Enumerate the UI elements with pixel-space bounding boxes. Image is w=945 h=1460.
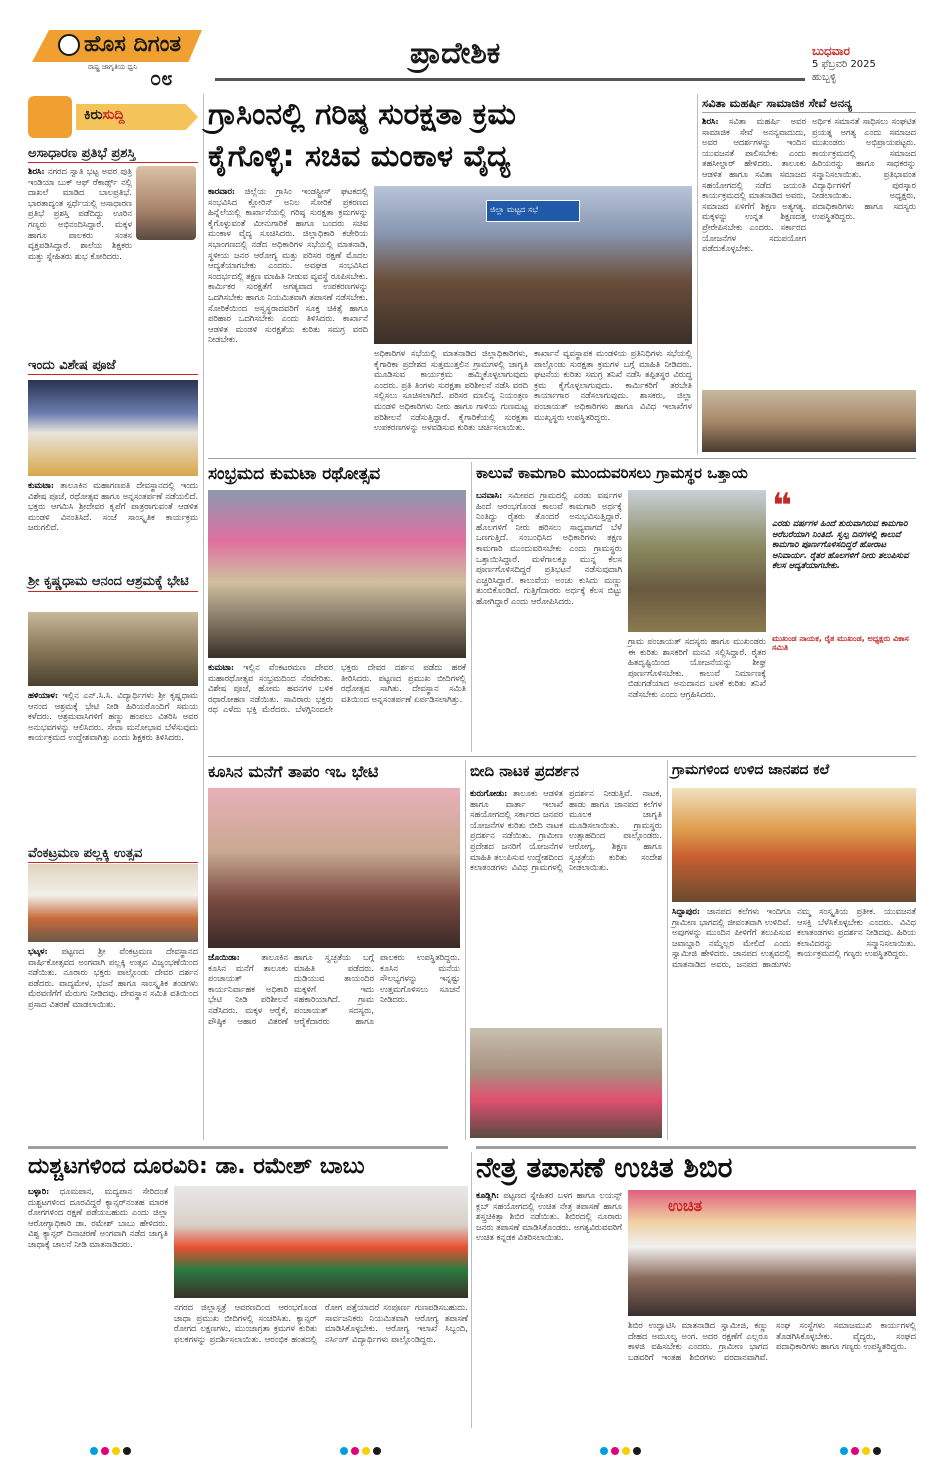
ramesh-dateline: ಬಳ್ಳಾರಿ:	[28, 1186, 50, 1196]
brief-photo-temple	[28, 380, 198, 476]
logo-emblem-icon	[58, 34, 80, 56]
brief-text: ಇಲ್ಲಿನ ಎನ್.ಸಿ.ಸಿ. ವಿದ್ಯಾರ್ಥಿಗಳು ಶ್ರೀ ಕೃಷ್ಣಧಾಮ ಆನಂದ ಆಶ್ರಮಕ್ಕೆ ಭೇಟಿ ನೀಡಿ ಹಿರಿಯರೊಂದಿಗೆ ಸಮಯ ಕಳೆದರು. ಆಶ್ರಮವಾಸಿಗಳಿಗೆ ಹಣ್ಣು ಹಂಪಲು ವಿತರಿಸಿ ಅವರ ಅನುಭವಗಳನ್ನು ಆಲಿಸಿದರು. ಸೇವಾ ಮನೋಭಾವ ಬೆಳೆಸುವುದು ಕಾರ್ಯಕ್ರಮದ ಉದ್ದೇಶವಾಗಿತ್ತು ಎಂದು ಶಿಕ್ಷಕರು ತಿಳಿಸಿದರು.	[28, 690, 198, 743]
masthead-date: 5 ಫೆಬ್ರವರಿ 2025	[812, 59, 876, 70]
savitha-text-2: ಅರ್ಥಿಕ ಸಮಾನತೆ ಸಾಧಿಸಲು ಸಂಘಟಿತ ಪ್ರಯತ್ನ ಅಗತ್ಯ ಎಂದು ಸಮಾಜದ ಮುಖಂಡರು ಅಭಿಪ್ರಾಯಪಟ್ಟರು. ಕಾರ್ಯಕ್ರಮದಲ್ಲಿ ಸಮಾಜದ ಹಿರಿಯರನ್ನು ಹಾಗೂ ಸಾಧಕರನ್ನು ಸನ್ಮಾನಿಸಲಾಯಿತು. ಪ್ರತಿಭಾವಂತ ವಿದ್ಯಾರ್ಥಿಗಳಿಗೆ ಪುರಸ್ಕಾರ ನೀಡಲಾಯಿತು. ಅಧ್ಯಕ್ಷರು, ಪದಾಧಿಕಾರಿಗಳು ಹಾಗೂ ಸದಸ್ಯರು ಉಪಸ್ಥಿತರಿದ್ದರು.	[812, 116, 916, 222]
color-register-left	[90, 1440, 134, 1459]
janapada-story	[672, 760, 916, 1140]
masthead	[0, 0, 945, 92]
lead-body-col-1	[208, 186, 368, 450]
hand-pointer-icon	[28, 96, 72, 138]
brief-text: ಪಟ್ಟಣದ ಶ್ರೀ ವೆಂಕಟ್ರಮಣ ದೇವಸ್ಥಾನದ ವಾರ್ಷಿಕೋತ್ಸವದ ಅಂಗವಾಗಿ ಪಲ್ಲಕ್ಕಿ ಉತ್ಸವ ವಿಜೃಂಭಣೆಯಿಂದ ನಡೆಯಿತು. ನೂರಾರು ಭಕ್ತರು ಪಾಲ್ಗೊಂಡು ದೇವರ ದರ್ಶನ ಪಡೆದರು. ವಾದ್ಯಮೇಳ, ಭಜನೆ ಹಾಗೂ ಸಾಂಸ್ಕೃತಿಕ ತಂಡಗಳು ಮೆರವಣಿಗೆಗೆ ಮೆರುಗು ನೀಡಿದವು. ದೇವಸ್ಥಾನ ಸಮಿತಿ ವತಿಯಿಂದ ಪ್ರಸಾದ ವಿತರಣೆ ಮಾಡಲಾಯಿತು.	[28, 946, 198, 1009]
sidebar-briefs	[28, 94, 198, 1140]
beedi-headline: ಬೀದಿ ನಾಟಕ ಪ್ರದರ್ಶನ	[470, 762, 580, 780]
kaluve-text-2: ಗ್ರಾಮ ಪಂಚಾಯತ್ ಸದಸ್ಯರು ಹಾಗೂ ಮುಖಂಡರು ಈ ಕುರಿತು ಶಾಸಕರಿಗೆ ಮನವಿ ಸಲ್ಲಿಸಿದ್ದಾರೆ. ರೈತರ ಹಿತದೃಷ್ಟಿಯಿಂದ ಯೋಜನೆಯನ್ನು ಶೀಘ್ರ ಪೂರ್ಣಗೊಳಿಸಬೇಕು. ಕಾಲುವೆ ನಿರ್ಮಾಣಕ್ಕೆ ಬಿಡುಗಡೆಯಾದ ಅನುದಾನದ ಬಳಕೆ ಕುರಿತು ತನಿಖೆ ನಡೆಸಬೇಕು ಎಂದು ಆಗ್ರಹಿಸಿದರು.	[628, 636, 766, 699]
section-underline	[215, 78, 805, 81]
masthead-logo-block	[32, 30, 202, 88]
lead-photo-meeting	[374, 186, 692, 344]
kusina-story	[208, 760, 460, 1140]
brief-body	[28, 690, 198, 830]
ramesh-photo-rally	[174, 1186, 468, 1298]
section-title: ಪ್ರಾದೇಶಿಕ	[410, 36, 501, 71]
kusina-headline: ಕೂಸಿನ ಮನೆಗೆ ತಾಪಂ ಇಒ ಭೇಟಿ	[208, 762, 379, 781]
ratha-body	[208, 662, 466, 750]
brief-dateline: ಹಳಿಯಾಳ:	[28, 690, 58, 700]
ramesh-headline: ದುಶ್ಚಟಗಳಿಂದ ದೂರವಿರಿ: ಡಾ. ರಮೇಶ್ ಬಾಬು	[28, 1154, 365, 1179]
kaluve-photo-canal	[628, 490, 766, 632]
netra-photo-camp	[628, 1190, 916, 1316]
brief-headline: ಇಂದು ವಿಶೇಷ ಪೂಜೆ	[28, 358, 198, 375]
brief-dateline: ಶಿರಸಿ:	[28, 166, 45, 176]
masthead-logo-tagline: ರಾಷ್ಟ್ರ ಜಾಗೃತಿಯ ಧ್ವನಿ	[88, 63, 138, 71]
brief-photo-girl	[136, 166, 196, 240]
kaluve-body-col-1	[476, 490, 622, 750]
section-rule	[208, 458, 916, 459]
janapada-headline: ಗ್ರಾಮಗಳಿಂದ ಉಳಿದ ಜಾನಪದ ಕಲೆ	[672, 762, 830, 778]
ramesh-body-col-2	[174, 1302, 468, 1428]
ratha-dateline: ಕುಮಟಾ:	[208, 662, 234, 672]
netra-story	[476, 1152, 916, 1428]
janapada-dateline: ಸಿದ್ದಾಪುರ:	[672, 906, 700, 916]
brief-dateline: ಭಟ್ಕಳ:	[28, 946, 48, 956]
bottom-rule-left	[28, 1146, 448, 1149]
lead-body-col-3	[534, 348, 692, 450]
sidebar-title-bar	[28, 94, 198, 140]
sidebar-title-a: ಕಿರು	[84, 107, 103, 123]
kusina-body	[208, 952, 460, 1138]
lead-story	[208, 94, 692, 454]
ratha-headline: ಸಂಭ್ರಮದ ಕುಮಟಾ ರಥೋತ್ಸವ	[208, 464, 381, 484]
netra-dateline: ಕೂಡ್ಲಿಗಿ:	[476, 1190, 500, 1200]
column-divider	[465, 760, 466, 1140]
meeting-banner-text: ಜಿಲ್ಲಾ ಮಟ್ಟದ ಸಭೆ	[490, 205, 539, 214]
quote-text: ಎರಡು ವರ್ಷಗಳ ಹಿಂದೆ ಶುರುವಾಗಿರುವ ಕಾಮಗಾರಿ ಅರೆಬರೆಯಾಗಿ ನಿಂತಿದೆ. ಸ್ವಲ್ಪ ದಿನಗಳಲ್ಲಿ ಕಾಲುವೆ ಕಾಮಗಾರಿ ಪೂರ್ಣಗೊಳಿಸದಿದ್ದರೆ ಹೋರಾಟ ಅನಿವಾರ್ಯ. ರೈತರ ಹೊಲಗಳಿಗೆ ನೀರು ತಲುಪಿಸುವ ಕೆಲಸ ಆದ್ಯತೆಯಾಗಬೇಕು.	[772, 518, 909, 571]
brief-headline: ಅಸಾಧಾರಣ ಪ್ರತಿಭೆ ಪ್ರಶಸ್ತಿ	[28, 146, 198, 163]
beedi-body	[470, 788, 662, 1024]
quote-author: ಮುಖಂಡ ನಾಯಕ, ರೈತ ಮುಖಂಡ, ಅಧ್ಯಕ್ಷರು ವಿಕಾಸ ಸಮಿತಿ	[772, 634, 909, 652]
kaluve-headline: ಕಾಲುವೆ ಕಾಮಗಾರಿ ಮುಂದುವರಿಸಲು ಗ್ರಾಮಸ್ಥರ ಒತ್ತಾಯ	[476, 464, 748, 482]
ramesh-text-1: ಧೂಮಪಾನ, ಮದ್ಯಪಾನ ಸೇರಿದಂತೆ ದುಶ್ಚಟಗಳಿಂದ ದೂರವಿದ್ದರೆ ಕ್ಯಾನ್ಸರ್‌ನಂತಹ ಮಾರಕ ರೋಗಗಳಿಂದ ರಕ್ಷಣೆ ಪಡೆಯಬಹುದು ಎಂದು ಜಿಲ್ಲಾ ಆರೋಗ್ಯಾಧಿಕಾರಿ ಡಾ. ರಮೇಶ್ ಬಾಬು ಹೇಳಿದರು. ವಿಶ್ವ ಕ್ಯಾನ್ಸರ್ ದಿನಾಚರಣೆ ಅಂಗವಾಗಿ ನಡೆದ ಜಾಗೃತಿ ಜಾಥಾಕ್ಕೆ ಚಾಲನೆ ನೀಡಿ ಮಾತನಾಡಿದರು.	[28, 1186, 168, 1249]
lead-text-1: ಜಿಲ್ಲೆಯ ಗ್ರಾಸಿಂ ಇಂಡಸ್ಟ್ರೀಸ್ ಘಟಕದಲ್ಲಿ ಸಂಭವಿಸಿದ ಕ್ಲೋರಿನ್ ಅನಿಲ ಸೋರಿಕೆ ಪ್ರಕರಣದ ಹಿನ್ನೆಲೆಯಲ್ಲಿ ಕಾರ್ಖಾನೆಯಲ್ಲಿ ಗರಿಷ್ಠ ಸುರಕ್ಷತಾ ಕ್ರಮಗಳನ್ನು ಕೈಗೊಳ್ಳುವಂತೆ ಮೀನುಗಾರಿಕೆ ಹಾಗೂ ಬಂದರು ಸಚಿವ ಮಂಕಾಳ ವೈದ್ಯ ಸೂಚಿಸಿದರು. ಜಿಲ್ಲಾಧಿಕಾರಿ ಕಚೇರಿಯ ಸಭಾಂಗಣದಲ್ಲಿ ನಡೆದ ಅಧಿಕಾರಿಗಳ ಸಭೆಯಲ್ಲಿ ಮಾತನಾಡಿ, ಸ್ಥಳೀಯ ಜನರ ಆರೋಗ್ಯ ಮತ್ತು ಪರಿಸರ ರಕ್ಷಣೆ ಮೊದಲ ಆದ್ಯತೆಯಾಗಬೇಕು ಎಂದರು. ಅವಘಡ ಸಂಭವಿಸಿದ ಸಂದರ್ಭದಲ್ಲಿ ತಕ್ಷಣ ಮಾಹಿತಿ ನೀಡುವ ವ್ಯವಸ್ಥೆ ರೂಪಿಸಬೇಕು. ಕಾರ್ಮಿಕರ ಸುರಕ್ಷತೆಗೆ ಅಗತ್ಯವಾದ ಉಪಕರಣಗಳನ್ನು ಒದಗಿಸಬೇಕು ಹಾಗೂ ನಿಯಮಿತವಾಗಿ ತಪಾಸಣೆ ನಡೆಸಬೇಕು. ಸೋರಿಕೆಯಿಂದ ಅಸ್ವಸ್ಥರಾದವರಿಗೆ ಸೂಕ್ತ ಚಿಕಿತ್ಸೆ ಹಾಗೂ ಪರಿಹಾರ ಒದಗಿಸಬೇಕು ಎಂದು ತಿಳಿಸಿದರು. ಕಾರ್ಖಾನೆ ಆಡಳಿತ ಮಂಡಳಿ ಸುರಕ್ಷತೆಯ ಕುರಿತು ಸಮಗ್ರ ವರದಿ ನೀಡಬೇಕು.	[208, 186, 368, 345]
column-divider	[471, 1152, 472, 1428]
netra-body-col-2	[628, 1320, 916, 1428]
column-divider	[697, 94, 698, 454]
savitha-photo-felicitation	[702, 390, 916, 452]
lead-text-3: ಕಾರ್ಖಾನೆ ವ್ಯವಸ್ಥಾಪಕ ಮಂಡಳಿಯ ಪ್ರತಿನಿಧಿಗಳು ಸಭೆಯಲ್ಲಿ ಪಾಲ್ಗೊಂಡು ಸುರಕ್ಷತಾ ಕ್ರಮಗಳ ಬಗ್ಗೆ ಮಾಹಿತಿ ನೀಡಿದರು. ಘಟನೆಯ ಕುರಿತು ಸಮಗ್ರ ತನಿಖೆ ನಡೆಸಿ ತಪ್ಪಿತಸ್ಥರ ವಿರುದ್ಧ ಕ್ರಮ ಕೈಗೊಳ್ಳಲಾಗುವುದು. ಕಾರ್ಮಿಕರಿಗೆ ತರಬೇತಿ ಕಾರ್ಯಾಗಾರ ನಡೆಸಲಾಗುವುದು. ಶಾಸಕರು, ಜಿಲ್ಲಾ ಪಂಚಾಯತ್ ಅಧಿಕಾರಿಗಳು ಹಾಗೂ ವಿವಿಧ ಇಲಾಖೆಗಳ ಮುಖ್ಯಸ್ಥರು ಉಪಸ್ಥಿತರಿದ್ದರು.	[534, 348, 692, 422]
savitha-dateline: ಶಿರಸಿ:	[702, 116, 719, 126]
netra-headline: ನೇತ್ರ ತಪಾಸಣೆ ಉಚಿತ ಶಿಬಿರ	[476, 1151, 733, 1184]
brief-text: ತಾಲೂಕಿನ ಮಹಾಗಣಪತಿ ದೇವಸ್ಥಾನದಲ್ಲಿ ಇಂದು ವಿಶೇಷ ಪೂಜೆ, ರಥೋತ್ಸವ ಹಾಗೂ ಅನ್ನಸಂತರ್ಪಣೆ ನಡೆಯಲಿದೆ. ಭಕ್ತರು ಆಗಮಿಸಿ ಶ್ರೀದೇವರ ಕೃಪೆಗೆ ಪಾತ್ರರಾಗುವಂತೆ ಆಡಳಿತ ಮಂಡಳಿ ವಿನಂತಿಸಿದೆ. ಸಂಜೆ ಸಾಂಸ್ಕೃತಿಕ ಕಾರ್ಯಕ್ರಮ ಜರುಗಲಿದೆ.	[28, 480, 198, 533]
lead-headline-line-1: ಗ್ರಾಸಿಂನಲ್ಲಿ ಗರಿಷ್ಠ ಸುರಕ್ಷತಾ ಕ್ರಮ	[208, 97, 516, 132]
camp-banner-text: ಉಚಿತ	[668, 1196, 703, 1215]
beedi-photo-performance	[470, 1028, 662, 1138]
beedi-story	[470, 760, 662, 1140]
beedi-text: ತಾಲೂಕು ಆಡಳಿತ ಹಾಗೂ ವಾರ್ತಾ ಇಲಾಖೆ ಸಹಯೋಗದಲ್ಲಿ ಸರ್ಕಾರದ ಜನಪರ ಯೋಜನೆಗಳ ಕುರಿತು ಬೀದಿ ನಾಟಕ ಪ್ರದರ್ಶನ ನಡೆಯಿತು. ಗ್ರಾಮೀಣ ಪ್ರದೇಶದ ಜನರಿಗೆ ಯೋಜನೆಗಳ ಮಾಹಿತಿ ತಲುಪಿಸುವ ಉದ್ದೇಶದಿಂದ ಕಲಾತಂಡಗಳು ವಿವಿಧ ಗ್ರಾಮಗಳಲ್ಲಿ ಪ್ರದರ್ಶನ ನೀಡುತ್ತಿವೆ. ನಾಟಕ, ಹಾಡು ಹಾಗೂ ಜಾನಪದ ಕಲೆಗಳ ಮೂಲಕ ಜಾಗೃತಿ ಮೂಡಿಸಲಾಯಿತು. ಗ್ರಾಮಸ್ಥರು ಉತ್ಸಾಹದಿಂದ ಪಾಲ್ಗೊಂಡರು. ಆರೋಗ್ಯ, ಶಿಕ್ಷಣ ಹಾಗೂ ಸ್ವಚ್ಛತೆಯ ಕುರಿತು ಸಂದೇಶ ನೀಡಲಾಯಿತು.	[470, 788, 662, 873]
lead-dateline: ಕಾರವಾರ:	[208, 186, 236, 196]
masthead-day: ಬುಧವಾರ	[812, 44, 850, 58]
brief-text: ನಗರದ ಸ್ವಾತಿ ಭಟ್ಟ ಅವರ ಪುತ್ರಿ ಇಂಡಿಯಾ ಬುಕ್ ಆಫ್ ರೆಕಾರ್ಡ್ಸ್ ನಲ್ಲಿ ದಾಖಲೆ ಮಾಡಿದ ಬಾಲಪ್ರತಿಭೆ. ಭಾರತಾದ್ಯಂತ ಸ್ಪರ್ಧೆಯಲ್ಲಿ ಅಸಾಧಾರಣ ಪ್ರತಿಭೆ ಪ್ರಶಸ್ತಿ ಪಡೆದಿದ್ದು ಊರಿನ ಗಣ್ಯರು ಅಭಿನಂದಿಸಿದ್ದಾರೆ. ಮಕ್ಕಳ ಹಾಗೂ ಪಾಲಕರು ಸಂತಸ ವ್ಯಕ್ತಪಡಿಸಿದ್ದಾರೆ. ಶಾಲೆಯ ಶಿಕ್ಷಕರು ಮತ್ತು ಸ್ನೇಹಿತರು ಶುಭ ಕೋರಿದರು.	[28, 166, 132, 261]
savitha-headline: ಸವಿತಾ ಮಹರ್ಷಿ ಸಾಮಾಜಿಕ ಸೇವೆ ಅನನ್ಯ	[702, 96, 853, 110]
masthead-logo-text: ಹೊಸ ದಿಗಂತ	[84, 32, 182, 57]
kaluve-dateline: ಬನವಾಸಿ:	[476, 490, 503, 500]
netra-text-1: ಪಟ್ಟಣದ ಸ್ನೇಹಿತರ ಬಳಗ ಹಾಗೂ ಲಯನ್ಸ್ ಕ್ಲಬ್ ಸಹಯೋಗದಲ್ಲಿ ಉಚಿತ ನೇತ್ರ ತಪಾಸಣೆ ಹಾಗೂ ಶಸ್ತ್ರಚಿಕಿತ್ಸಾ ಶಿಬಿರ ನಡೆಯಿತು. ಶಿಬಿರದಲ್ಲಿ ನೂರಾರು ಜನರು ತಪಾಸಣೆ ಮಾಡಿಸಿಕೊಂಡರು. ಅಗತ್ಯವಿರುವವರಿಗೆ ಉಚಿತ ಕನ್ನಡಕ ವಿತರಿಸಲಾಯಿತು.	[476, 1190, 622, 1243]
ratha-story	[208, 462, 466, 752]
brief-photo-ncc	[28, 612, 198, 686]
color-register-center	[340, 1440, 384, 1459]
lead-text-2: ಅಧಿಕಾರಿಗಳ ಸಭೆಯಲ್ಲಿ ಮಾತನಾಡಿದ ಜಿಲ್ಲಾಧಿಕಾರಿಗಳು, ಕೈಗಾರಿಕಾ ಪ್ರದೇಶದ ಸುತ್ತಮುತ್ತಲಿನ ಗ್ರಾಮಗಳಲ್ಲಿ ಜಾಗೃತಿ ಮೂಡಿಸುವ ಕಾರ್ಯಕ್ರಮ ಹಮ್ಮಿಕೊಳ್ಳಲಾಗುವುದು ಎಂದರು. ಪ್ರತಿ ತಿಂಗಳು ಸುರಕ್ಷತಾ ಪರಿಶೀಲನೆ ನಡೆಸಿ ವರದಿ ಸಲ್ಲಿಸಲು ಸೂಚಿಸಲಾಗಿದೆ. ಪರಿಸರ ಮಾಲಿನ್ಯ ನಿಯಂತ್ರಣ ಮಂಡಳಿ ಅಧಿಕಾರಿಗಳು ನೀರು ಹಾಗೂ ಗಾಳಿಯ ಗುಣಮಟ್ಟ ಪರಿಶೀಲನೆ ನಡೆಸುತ್ತಿದ್ದಾರೆ. ಕೈಗಾರಿಕೆಯಲ್ಲಿ ಸುರಕ್ಷತಾ ಉಪಕರಣಗಳನ್ನು ಅಳವಡಿಸುವ ಕುರಿತು ಚರ್ಚಿಸಲಾಯಿತು.	[374, 348, 528, 433]
color-register-right	[600, 1440, 644, 1459]
bottom-rule-right	[476, 1146, 916, 1149]
quote-mark-icon: ❝	[772, 486, 792, 526]
ratha-text: ಇಲ್ಲಿನ ವೆಂಕಟರಮಣ ದೇವರ ಮಹಾರಥೋತ್ಸವ ಸಂಭ್ರಮದಿಂದ ನೆರವೇರಿತು. ವಿಶೇಷ ಪೂಜೆ, ಹೋಮ ಹವನಗಳ ಬಳಿಕ ರಥಾರೋಹಣ ನಡೆಯಿತು. ಸಾವಿರಾರು ಭಕ್ತರು ರಥ ಎಳೆದು ಭಕ್ತಿ ಮೆರೆದರು. ಬೆಳಗ್ಗಿನಿಂದಲೇ ಭಕ್ತರು ದೇವರ ದರ್ಶನ ಪಡೆದು ಹರಕೆ ತೀರಿಸಿದರು. ಪಟ್ಟಣದ ಪ್ರಮುಖ ಬೀದಿಗಳಲ್ಲಿ ರಥೋತ್ಸವ ಸಾಗಿತು. ದೇವಸ್ಥಾನ ಸಮಿತಿ ವತಿಯಿಂದ ಅನ್ನಸಂತರ್ಪಣೆ ಏರ್ಪಡಿಸಲಾಗಿತ್ತು.	[208, 662, 466, 715]
sidebar-title-b: ಸುದ್ದಿ	[102, 107, 125, 123]
savitha-body-col-2	[812, 116, 916, 388]
brief-photo-procession	[28, 864, 198, 942]
column-divider	[203, 94, 204, 1140]
lead-body-col-2	[374, 348, 528, 450]
brief-headline: ಶ್ರೀ ಕೃಷ್ಣಧಾಮ ಆನಂದ ಆಶ್ರಮಕ್ಕೆ ಭೇಟಿ	[28, 574, 198, 592]
savitha-body-col-1	[702, 116, 806, 388]
janapada-text: ಜಾನಪದ ಕಲೆಗಳು ಇಂದಿಗೂ ಗ್ರಾಮೀಣ ಭಾಗದಲ್ಲಿ ಜೀವಂತವಾಗಿ ಉಳಿದಿವೆ. ಅವುಗಳನ್ನು ಮುಂದಿನ ಪೀಳಿಗೆಗೆ ತಲುಪಿಸುವ ಜವಾಬ್ದಾರಿ ನಮ್ಮೆಲ್ಲರ ಮೇಲಿದೆ ಎಂದು ಸ್ವಾಮೀಜಿ ಹೇಳಿದರು. ಜಾನಪದ ಉತ್ಸವದಲ್ಲಿ ಮಾತನಾಡಿದ ಅವರು, ಜನಪದ ಹಾಡುಗಳು ನಮ್ಮ ಸಂಸ್ಕೃತಿಯ ಪ್ರತೀಕ. ಯುವಜನತೆ ಆಸಕ್ತಿ ಬೆಳೆಸಿಕೊಳ್ಳಬೇಕು ಎಂದರು. ವಿವಿಧ ಕಲಾತಂಡಗಳು ಪ್ರದರ್ಶನ ನೀಡಿದವು. ಹಿರಿಯ ಕಲಾವಿದರನ್ನು ಸನ್ಮಾನಿಸಲಾಯಿತು. ಕಾರ್ಯಕ್ರಮದಲ್ಲಿ ಗಣ್ಯರು ಉಪಸ್ಥಿತರಿದ್ದರು.	[672, 906, 916, 969]
ratha-photo-chariot	[208, 490, 466, 658]
brief-body	[28, 946, 198, 1136]
masthead-edition: ಹುಬ್ಬಳ್ಳಿ	[812, 72, 837, 83]
kaluve-quote-box	[772, 486, 916, 652]
kusina-dateline: ಜೊಯಿಡಾ:	[208, 952, 240, 962]
sidebar-title	[84, 107, 125, 123]
savitha-headline-rule	[702, 112, 916, 113]
savitha-text-1: ಸವಿತಾ ಮಹರ್ಷಿ ಅವರ ಸಾಮಾಜಿಕ ಸೇವೆ ಅನನ್ಯವಾದುದು, ಅವರ ಆದರ್ಶಗಳನ್ನು ಇಂದಿನ ಯುವಜನತೆ ಪಾಲಿಸಬೇಕು ಎಂದು ತಹಸೀಲ್ದಾರ್ ಹೇಳಿದರು. ತಾಲೂಕು ಆಡಳಿತ ಹಾಗೂ ಸವಿತಾ ಸಮಾಜದ ಸಹಯೋಗದಲ್ಲಿ ನಡೆದ ಜಯಂತಿ ಕಾರ್ಯಕ್ರಮದಲ್ಲಿ ಮಾತನಾಡಿದ ಅವರು, ಸಮಾಜದ ಏಳಿಗೆಗೆ ಶಿಕ್ಷಣ ಅತ್ಯಗತ್ಯ. ಮಕ್ಕಳನ್ನು ಉನ್ನತ ಶಿಕ್ಷಣದತ್ತ ಪ್ರೇರೇಪಿಸಬೇಕು ಎಂದರು. ಸರ್ಕಾರದ ಯೋಜನೆಗಳ ಸದುಪಯೋಗ ಪಡೆದುಕೊಳ್ಳಬೇಕು.	[702, 116, 806, 254]
janapada-photo-stage	[672, 788, 916, 902]
lead-headline-line-2: ಕೈಗೊಳ್ಳಿ: ಸಚಿವ ಮಂಕಾಳ ವೈದ್ಯ	[208, 139, 511, 174]
page-number: ೦೮	[150, 66, 173, 90]
ramesh-body-col-1	[28, 1186, 168, 1428]
janapada-body	[672, 906, 916, 1138]
ramesh-text-2: ನಗರದ ಜಿಲ್ಲಾಸ್ಪತ್ರೆ ಆವರಣದಿಂದ ಆರಂಭಗೊಂಡ ಜಾಥಾ ಪ್ರಮುಖ ಬೀದಿಗಳಲ್ಲಿ ಸಂಚರಿಸಿತು. ಕ್ಯಾನ್ಸರ್ ರೋಗದ ಲಕ್ಷಣಗಳು, ಮುಂಜಾಗ್ರತಾ ಕ್ರಮಗಳ ಕುರಿತು ಫಲಕಗಳನ್ನು ಪ್ರದರ್ಶಿಸಲಾಯಿತು. ಆರಂಭಿಕ ಹಂತದಲ್ಲಿ ರೋಗ ಪತ್ತೆಯಾದರೆ ಸಂಪೂರ್ಣ ಗುಣಪಡಿಸಬಹುದು. ಸಾರ್ವಜನಿಕರು ನಿಯಮಿತವಾಗಿ ಆರೋಗ್ಯ ತಪಾಸಣೆ ಮಾಡಿಸಿಕೊಳ್ಳಬೇಕು. ಆರೋಗ್ಯ ಇಲಾಖೆ ಸಿಬ್ಬಂದಿ, ನರ್ಸಿಂಗ್ ವಿದ್ಯಾರ್ಥಿಗಳು ಪಾಲ್ಗೊಂಡಿದ್ದರು.	[174, 1302, 468, 1344]
beedi-dateline: ಕುರುಗೋಡು:	[470, 788, 508, 798]
netra-body-col-1	[476, 1190, 622, 1428]
savitha-story	[702, 94, 916, 454]
kaluve-body-col-2	[628, 636, 766, 750]
netra-text-2: ಶಿಬಿರ ಉದ್ಘಾಟಿಸಿ ಮಾತನಾಡಿದ ಸ್ವಾಮೀಜಿ, ಕಣ್ಣು ದೇಹದ ಅಮೂಲ್ಯ ಅಂಗ. ಅದರ ರಕ್ಷಣೆಗೆ ಎಲ್ಲರೂ ಕಾಳಜಿ ವಹಿಸಬೇಕು ಎಂದರು. ಗ್ರಾಮೀಣ ಭಾಗದ ಬಡವರಿಗೆ ಇಂತಹ ಶಿಬಿರಗಳು ವರದಾನವಾಗಿವೆ. ಸಂಘ ಸಂಸ್ಥೆಗಳು ಸಮಾಜಮುಖಿ ಕಾರ್ಯಗಳಲ್ಲಿ ತೊಡಗಿಸಿಕೊಳ್ಳಬೇಕು. ವೈದ್ಯರು, ಸಂಘದ ಪದಾಧಿಕಾರಿಗಳು ಹಾಗೂ ಗಣ್ಯರು ಉಪಸ್ಥಿತರಿದ್ದರು.	[628, 1320, 916, 1362]
kusina-photo-children	[208, 788, 460, 948]
kusina-text: ತಾಲೂಕಿನ ಕೂಸಿನ ಮನೆಗೆ ತಾಲೂಕು ಪಂಚಾಯತ್ ಕಾರ್ಯನಿರ್ವಾಹಕ ಅಧಿಕಾರಿ ಭೇಟಿ ನೀಡಿ ಪರಿಶೀಲನೆ ನಡೆಸಿದರು. ಮಕ್ಕಳ ಆರೈಕೆ, ಪೌಷ್ಠಿಕ ಆಹಾರ ವಿತರಣೆ ಹಾಗೂ ಸ್ವಚ್ಛತೆಯ ಬಗ್ಗೆ ಮಾಹಿತಿ ಪಡೆದರು. ದುಡಿಯುವ ತಾಯಂದಿರ ಮಕ್ಕಳಿಗೆ ಇದು ಸಹಕಾರಿಯಾಗಿದೆ. ಗ್ರಾಮ ಪಂಚಾಯತ್ ಸದಸ್ಯರು, ಆರೈಕೆದಾರರು ಹಾಗೂ ಪಾಲಕರು ಉಪಸ್ಥಿತರಿದ್ದರು. ಕೂಸಿನ ಮನೆಯ ಸೌಲಭ್ಯಗಳನ್ನು ಇನ್ನಷ್ಟು ಉತ್ತಮಗೊಳಿಸಲು ಸೂಚನೆ ನೀಡಿದರು.	[208, 952, 460, 1026]
column-divider	[667, 760, 668, 1140]
color-register-far-right	[840, 1440, 884, 1459]
kaluve-text: ಸಮೀಪದ ಗ್ರಾಮದಲ್ಲಿ ಎರಡು ವರ್ಷಗಳ ಹಿಂದೆ ಆರಂಭಗೊಂಡ ಕಾಲುವೆ ಕಾಮಗಾರಿ ಅರ್ಧಕ್ಕೆ ನಿಂತಿದ್ದು ರೈತರು ತೊಂದರೆ ಅನುಭವಿಸುತ್ತಿದ್ದಾರೆ. ಹೊಲಗಳಿಗೆ ನೀರು ಹರಿಸಲು ಸಾಧ್ಯವಾಗದೆ ಬೆಳೆ ಒಣಗುತ್ತಿದೆ. ಸಂಬಂಧಿಸಿದ ಅಧಿಕಾರಿಗಳು ತಕ್ಷಣ ಕಾಮಗಾರಿ ಮುಂದುವರಿಸಬೇಕು ಎಂದು ಗ್ರಾಮಸ್ಥರು ಒತ್ತಾಯಿಸಿದ್ದಾರೆ. ಮಳೆಗಾಲಕ್ಕೂ ಮುನ್ನ ಕೆಲಸ ಪೂರ್ಣಗೊಳಿಸದಿದ್ದರೆ ಪ್ರತಿಭಟನೆ ನಡೆಸುವುದಾಗಿ ಎಚ್ಚರಿಸಿದ್ದಾರೆ. ಕಾಲುವೆಯ ಅಂಚು ಕುಸಿದು ಮಣ್ಣು ತುಂಬಿಕೊಂಡಿದೆ. ಗುತ್ತಿಗೆದಾರರು ಅರ್ಧಕ್ಕೆ ಕೆಲಸ ಬಿಟ್ಟು ಹೋಗಿದ್ದಾರೆ ಎಂದು ಆರೋಪಿಸಿದರು.	[476, 490, 622, 606]
brief-body	[28, 480, 198, 550]
brief-body	[28, 166, 132, 261]
brief-dateline: ಕುಮಟಾ:	[28, 480, 54, 490]
brief-headline: ವೆಂಕಟ್ರಮಣ ಪಲ್ಲಕ್ಕಿ ಉತ್ಸವ	[28, 846, 198, 863]
column-divider	[471, 462, 472, 752]
section-rule	[208, 756, 916, 757]
kaluve-story	[476, 462, 916, 752]
ramesh-story	[28, 1152, 468, 1428]
